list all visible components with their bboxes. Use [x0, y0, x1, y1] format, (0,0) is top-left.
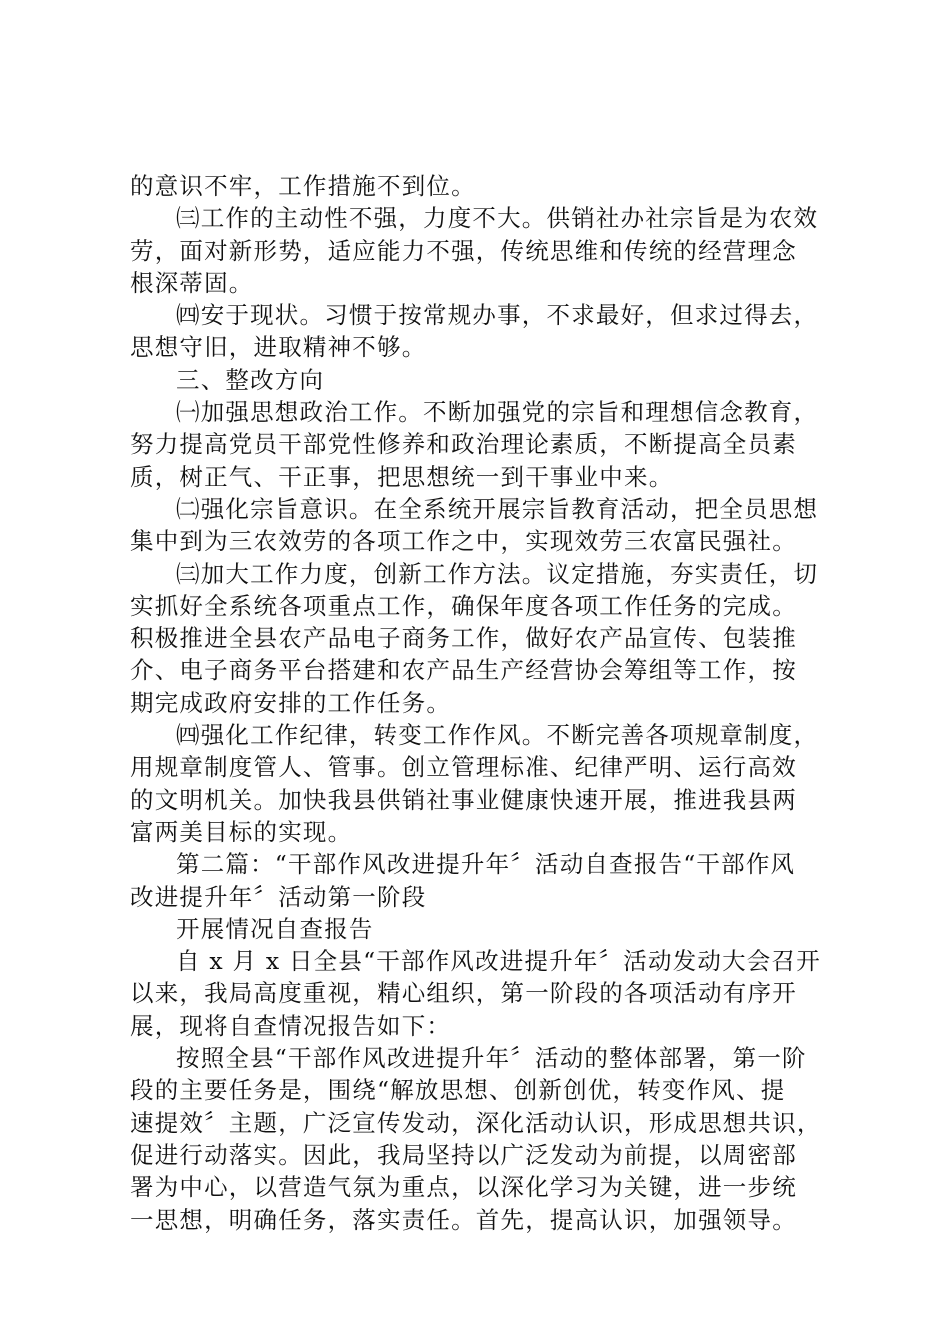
document-body [130, 170, 842, 1236]
text-line: 署为中心，以营造气氛为重点，以深化学习为关键，进一步统 [130, 1173, 797, 1202]
text-line: 按照全县“干部作风改进提升年〞活动的整体部署，第一阶 [176, 1044, 807, 1073]
text-line: 实抓好全系统各项重点工作，确保年度各项工作任务的完成。 [130, 591, 797, 620]
text-line: 质，树正气、干正事，把思想统一到干事业中来。 [130, 462, 674, 491]
text-line: 富两美目标的实现。 [130, 817, 353, 846]
text-line: ㈣安于现状。习惯于按常规办事，不求最好，但求过得去， [176, 301, 819, 330]
text-line: 介、电子商务平台搭建和农产品生产经营协会筹组等工作，按 [130, 656, 797, 685]
text-line: 积极推进全县农产品电子商务工作，做好农产品宣传、包装推 [130, 624, 797, 653]
text-line: 的文明机关。加快我县供销社事业健康快速开展，推进我县两 [130, 785, 797, 814]
text-line: 展，现将自查情况报告如下： [130, 1011, 452, 1040]
text-line: ㈢工作的主动性不强，力度不大。供销社办社宗旨是为农效 [176, 204, 819, 233]
text-line: 期完成政府安排的工作任务。 [130, 688, 452, 717]
text-line: 段的主要任务是，围绕“解放思想、创新创优，转变作风、提 [130, 1076, 786, 1105]
text-line: 用规章制度管人、管事。创立管理标准、纪律严明、运行高效 [130, 753, 797, 782]
text-line: 促进行动落实。因此，我局坚持以广泛发动为前提，以周密部 [130, 1140, 797, 1169]
text-line: 的意识不牢，工作措施不到位。 [130, 172, 476, 200]
text-line: ㈠加强思想政治工作。不断加强党的宗旨和理想信念教育， [176, 398, 819, 427]
section-heading: 三、整改方向 [176, 365, 325, 394]
text-line: 劳，面对新形势，适应能力不强，传统思维和传统的经营理念 [130, 236, 797, 265]
text-line: 一思想，明确任务，落实责任。首先，提高认识，加强领导。 [130, 1205, 797, 1234]
text-line: 自 x 月 x 日全县“干部作风改进提升年〞活动发动大会召开 [176, 947, 821, 976]
article-title: 改进提升年〞活动第一阶段 [130, 882, 427, 911]
text-line: ㈢加大工作力度，创新工作方法。议定措施，夯实责任，切 [176, 559, 819, 588]
text-line: 思想守旧，进取精神不够。 [130, 333, 427, 362]
article-subtitle: 开展情况自查报告 [176, 914, 374, 943]
text-line: 根深蒂固。 [130, 268, 254, 297]
text-line: 速提效〞主题，广泛宣传发动，深化活动认识，形成思想共识， [130, 1108, 822, 1137]
article-title: 第二篇：“干部作风改进提升年〞活动自查报告“干部作风 [176, 850, 796, 879]
text-line: ㈡强化宗旨意识。在全系统开展宗旨教育活动，把全员思想 [176, 494, 819, 523]
text-line: 以来，我局高度重视，精心组织，第一阶段的各项活动有序开 [130, 979, 797, 1008]
text-line: 集中到为三农效劳的各项工作之中，实现效劳三农富民强社。 [130, 527, 797, 556]
text-line: 努力提高党员干部党性修养和政治理论素质，不断提高全员素 [130, 430, 797, 459]
text-line: ㈣强化工作纪律，转变工作作风。不断完善各项规章制度， [176, 721, 819, 750]
